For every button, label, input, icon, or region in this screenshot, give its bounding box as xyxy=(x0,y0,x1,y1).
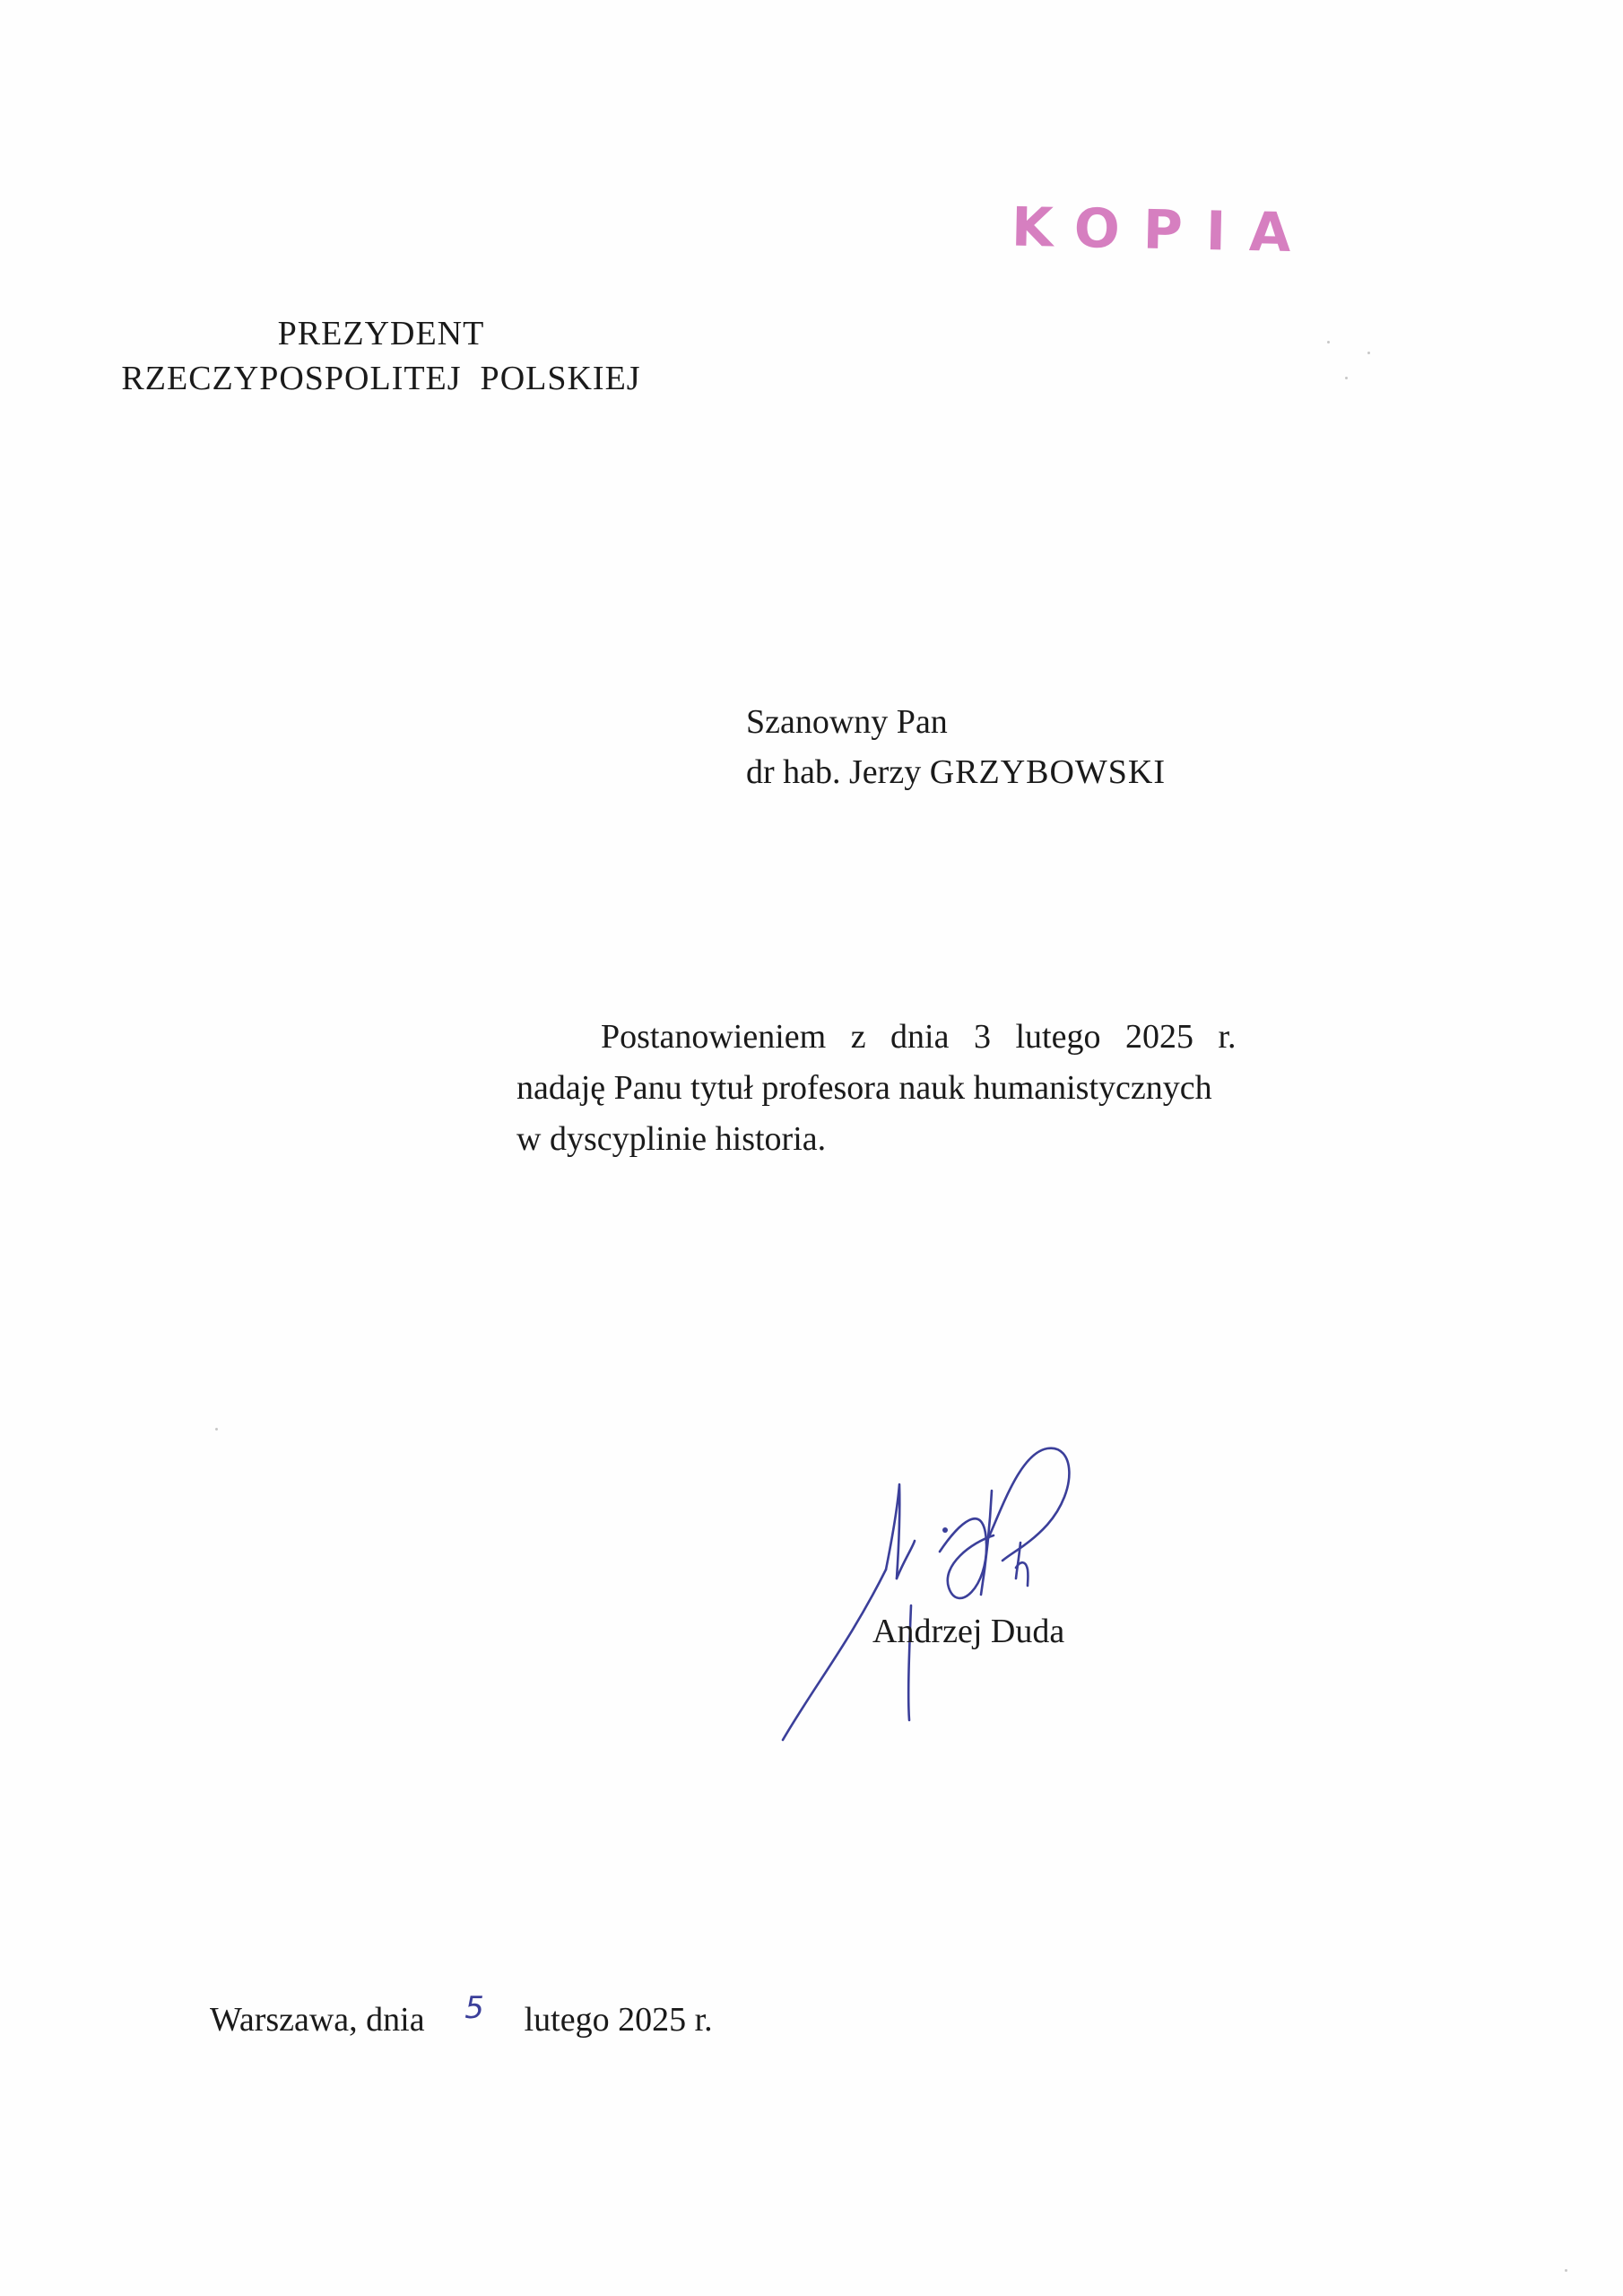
addressee-surname: GRZYBOWSKI xyxy=(929,753,1167,791)
addressee-title: dr hab. Jerzy xyxy=(746,753,930,791)
addressee-name xyxy=(746,747,1166,797)
scan-speck xyxy=(1367,352,1370,354)
scan-speck xyxy=(1327,341,1330,344)
place-date-prefix: Warszawa, dnia xyxy=(210,2001,434,2039)
scan-speck xyxy=(215,1428,218,1431)
copy-stamp: KOPIA xyxy=(1011,196,1315,265)
place-and-date xyxy=(210,1990,713,2043)
scan-speck xyxy=(1565,2269,1567,2272)
body-line-2: nadaję Panu tytuł profesora nauk humanistycznych xyxy=(516,1069,1212,1107)
handwritten-day: 5 xyxy=(464,1990,484,2026)
sender-title-line2: RZECZYPOSPOLITEJ POLSKIEJ xyxy=(121,360,641,397)
letter-body xyxy=(516,1012,1346,1165)
sender-title-line1: PREZYDENT xyxy=(277,315,485,352)
handwritten-signature xyxy=(778,1435,1119,1749)
addressee-salutation: Szanowny Pan xyxy=(746,703,948,741)
signer-name: Andrzej Duda xyxy=(872,1613,1065,1650)
addressee-block xyxy=(746,697,1166,797)
place-date-suffix: lutego 2025 r. xyxy=(516,2001,713,2039)
body-line-3: w dyscyplinie historia. xyxy=(516,1120,827,1158)
scan-speck xyxy=(1345,377,1348,379)
body-line-1: Postanowieniem z dnia 3 lutego 2025 r. xyxy=(601,1018,1237,1056)
